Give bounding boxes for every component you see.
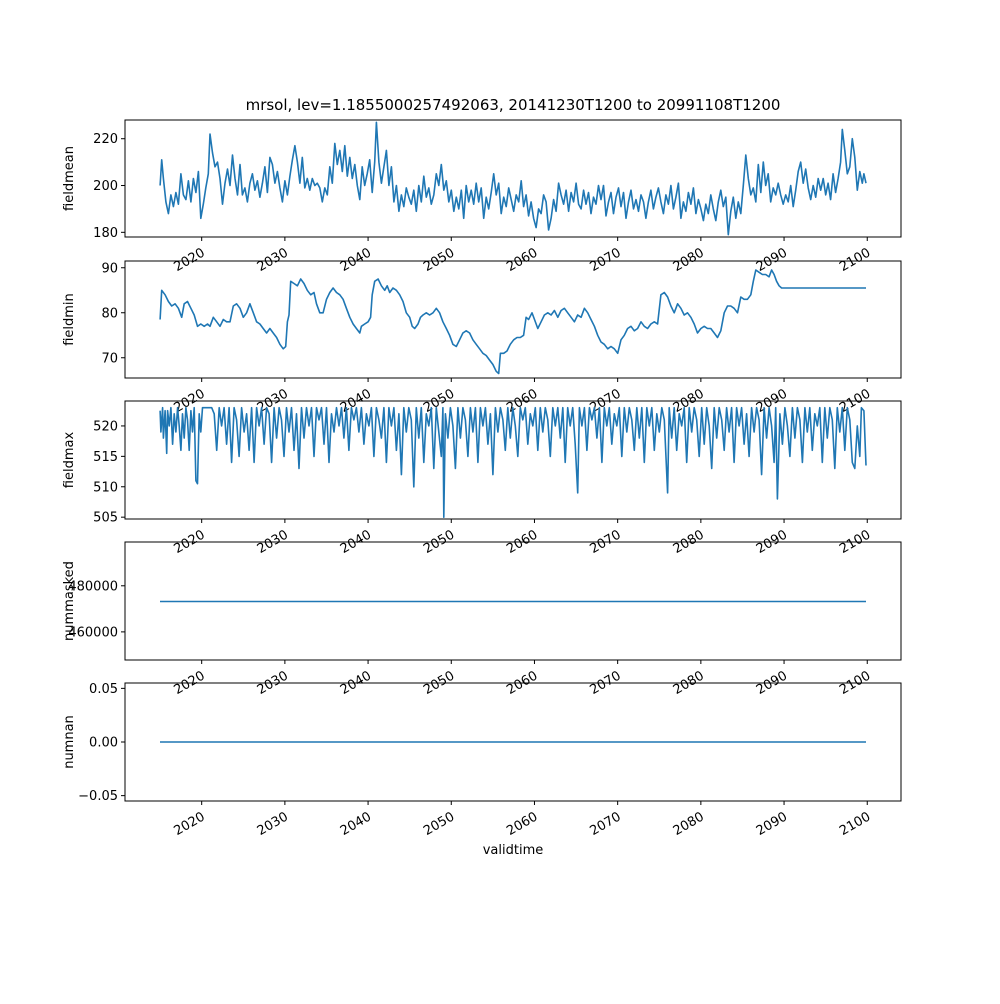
- x-tick-label: 2020: [171, 527, 208, 558]
- x-tick-label: 2080: [670, 245, 707, 276]
- panel-numnan: [62, 682, 901, 839]
- y-axis-label: fieldmin: [62, 293, 77, 346]
- x-tick-label: 2040: [337, 386, 375, 417]
- x-tick-label: 2040: [337, 668, 375, 699]
- x-tick-label: 2060: [504, 245, 541, 276]
- y-tick-label: 70: [101, 351, 118, 367]
- y-axis-label: numnan: [62, 715, 77, 769]
- x-tick-label: 2020: [171, 668, 208, 699]
- y-tick-label: 180: [93, 225, 118, 241]
- y-tick-label: 90: [101, 261, 118, 277]
- series-line-fieldmin: [160, 270, 866, 374]
- x-tick-label: 2090: [753, 527, 791, 558]
- panel-fieldmax: [62, 401, 901, 557]
- series-line-fieldmax: [160, 408, 866, 518]
- x-tick-label: 2030: [254, 527, 291, 558]
- y-tick-label: 80: [101, 306, 118, 322]
- y-tick-label: 220: [93, 132, 118, 148]
- x-tick-label: 2080: [670, 386, 707, 417]
- y-axis-label: fieldmax: [62, 431, 77, 489]
- panel-fieldmin: [62, 261, 901, 416]
- y-tick-label: 505: [93, 510, 118, 526]
- x-tick-label: 2050: [421, 809, 458, 840]
- x-tick-label: 2030: [254, 386, 291, 417]
- x-tick-label: 2030: [254, 809, 291, 840]
- y-axis-label: nummasked: [62, 561, 77, 641]
- x-tick-label: 2080: [670, 527, 707, 558]
- x-tick-label: 2020: [171, 386, 208, 417]
- x-tick-label: 2070: [587, 809, 624, 840]
- x-tick-label: 2050: [421, 668, 458, 699]
- x-tick-label: 2060: [504, 386, 541, 417]
- y-tick-label: 460000: [68, 625, 118, 641]
- x-tick-label: 2020: [171, 245, 208, 276]
- y-tick-label: 520: [93, 419, 118, 435]
- x-tick-label: 2090: [753, 668, 791, 699]
- y-tick-label: 480000: [68, 579, 118, 595]
- x-tick-label: 2090: [753, 245, 791, 276]
- x-tick-label: 2040: [337, 809, 375, 840]
- x-tick-label: 2070: [587, 668, 624, 699]
- x-tick-label: 2020: [171, 809, 208, 840]
- x-tick-label: 2050: [421, 527, 458, 558]
- x-tick-label: 2060: [504, 809, 541, 840]
- x-tick-label: 2100: [837, 245, 874, 276]
- x-tick-label: 2030: [254, 668, 291, 699]
- x-tick-label: 2070: [587, 386, 624, 417]
- y-tick-label: 200: [93, 179, 118, 195]
- x-tick-label: 2080: [670, 809, 707, 840]
- x-tick-label: 2070: [587, 245, 624, 276]
- panel-nummasked: [62, 542, 901, 698]
- x-tick-label: 2070: [587, 527, 624, 558]
- y-tick-label: 0.00: [89, 735, 118, 751]
- x-tick-label: 2040: [337, 245, 375, 276]
- x-tick-label: 2060: [504, 527, 541, 558]
- axes-frame: [125, 261, 901, 378]
- x-tick-label: 2080: [670, 668, 707, 699]
- x-tick-label: 2030: [254, 245, 291, 276]
- y-tick-label: 510: [93, 480, 118, 496]
- x-tick-label: 2100: [837, 527, 874, 558]
- panel-fieldmean: [62, 120, 901, 275]
- y-tick-label: 0.05: [89, 681, 118, 697]
- y-tick-label: 515: [93, 449, 118, 465]
- x-tick-label: 2100: [837, 386, 874, 417]
- x-tick-label: 2100: [837, 668, 874, 699]
- x-tick-label: 2100: [837, 809, 874, 840]
- y-tick-label: −0.05: [78, 789, 118, 805]
- x-tick-label: 2090: [753, 809, 791, 840]
- x-tick-label: 2040: [337, 527, 375, 558]
- x-tick-label: 2060: [504, 668, 541, 699]
- x-tick-label: 2050: [421, 245, 458, 276]
- y-axis-label: fieldmean: [62, 146, 77, 211]
- x-tick-label: 2050: [421, 386, 458, 417]
- x-tick-label: 2090: [753, 386, 791, 417]
- chart-title: mrsol, lev=1.1855000257492063, 20141230T1200 to 20991108T1200: [245, 96, 781, 114]
- x-axis-label: validtime: [482, 843, 544, 858]
- series-line-fieldmean: [160, 122, 866, 234]
